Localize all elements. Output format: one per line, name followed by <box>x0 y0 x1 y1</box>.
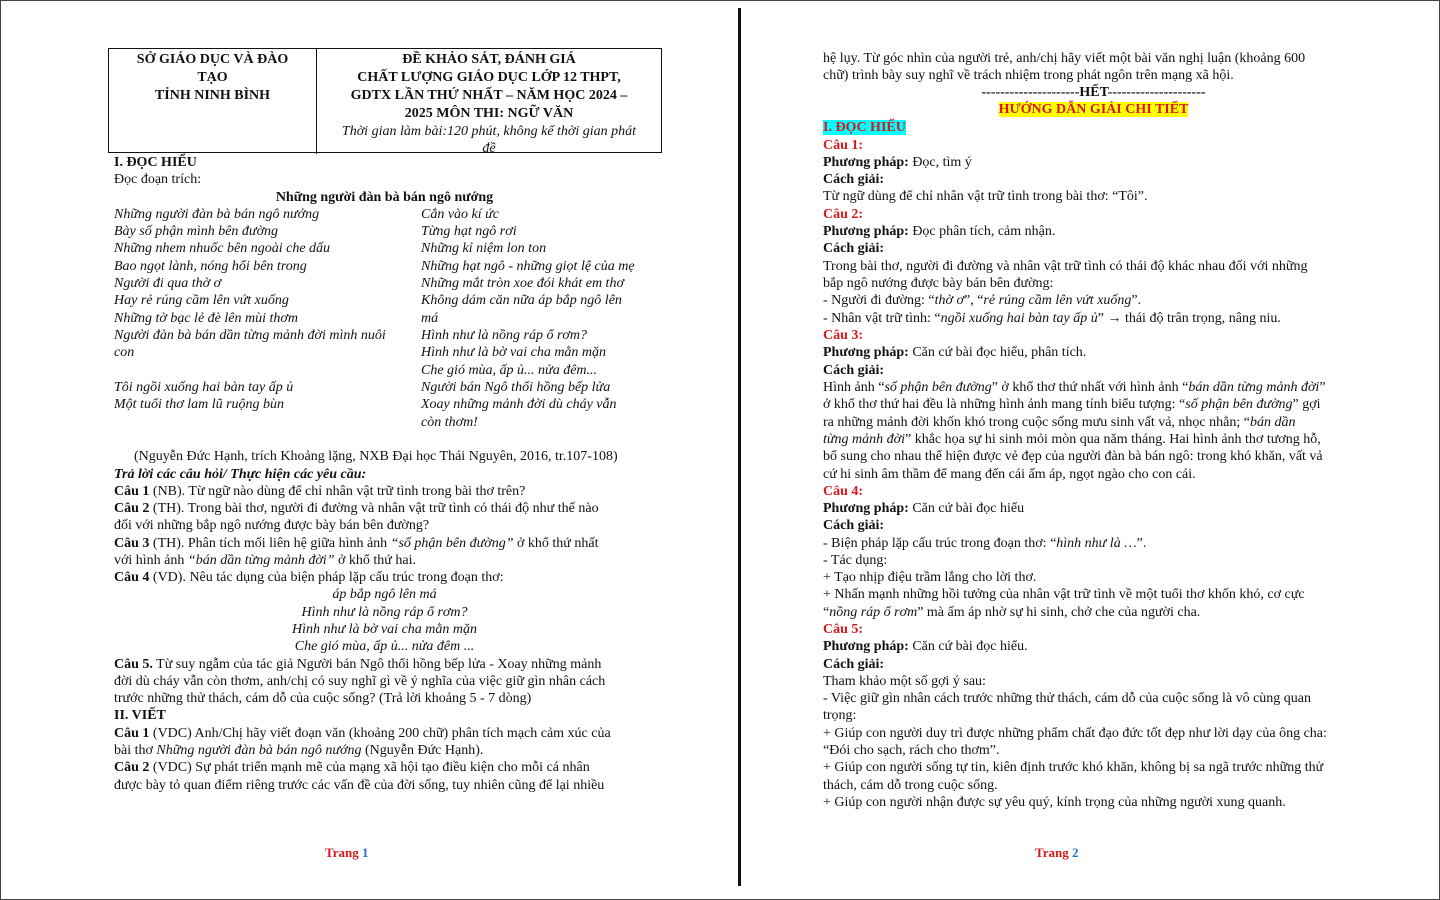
header-org-line: SỞ GIÁO DỤC VÀ ĐÀO <box>136 52 289 67</box>
header-org-line: TẠO <box>197 70 228 85</box>
method-text: Đọc, tìm ý <box>908 155 972 170</box>
answer-label: Câu 5: <box>823 622 864 637</box>
method-text: Căn cứ bài đọc hiểu, phân tích. <box>908 345 1087 360</box>
header-right-cell <box>317 49 661 156</box>
question-4 <box>114 569 504 586</box>
page-footer <box>1035 845 1078 861</box>
exam-title-line: CHẤT LƯỢNG GIÁO DỤC LỚP 12 THPT, <box>357 70 621 85</box>
text-run: ” ở khổ thơ thứ nhất với hình ảnh “ <box>991 380 1189 395</box>
task-heading: Trả lời các câu hỏi/ Thực hiện các yêu cầu: <box>114 467 367 482</box>
footer-number: 1 <box>361 845 369 860</box>
body-text: bắp ngô nướng được bày bán bên đường: <box>823 276 1054 291</box>
body-text: thách, cám dỗ trong cuộc sống. <box>823 778 998 793</box>
method-text: Đọc phân tích, cảm nhận. <box>908 224 1056 239</box>
question-label: Câu 4 <box>114 570 150 585</box>
guide-title: HƯỚNG DẪN GIẢI CHI TIẾT <box>998 102 1189 117</box>
question-3 <box>114 535 599 552</box>
quote-line: Hình như là nồng ráp ổ rơm? <box>301 605 468 620</box>
exam-header-table <box>108 48 662 156</box>
method-label: Phương pháp: <box>823 501 909 516</box>
question-label: Câu 3 <box>114 536 150 551</box>
text-run: ” gợi <box>1292 397 1321 412</box>
method-text: Căn cứ bài đọc hiểu. <box>908 639 1028 654</box>
method-line <box>823 500 1024 517</box>
poem-title: Những người đàn bà bán ngô nướng <box>275 190 494 205</box>
header-left-cell <box>109 49 317 154</box>
question-text: (TH). Trong bài thơ, người đi đường và nhân vật trữ tình có thái độ như thế nào <box>149 501 599 516</box>
method-line <box>823 154 972 171</box>
question-text: đời dù cháy vẫn còn thơm, anh/chị có suy nghĩ gì về ý nghĩa của việc giữ gìn nhân cách <box>114 674 606 689</box>
method-label: Phương pháp: <box>823 224 909 239</box>
quote-line: áp bắp ngô lên má <box>332 587 437 602</box>
question-text: (VD). Nêu tác dụng của biện pháp lặp cấu trúc trong đoạn thơ: <box>149 570 504 585</box>
question-text: (TH). Phân tích mối liên hệ giữa hình ảnh <box>149 536 391 551</box>
method-text: Căn cứ bài đọc hiểu <box>908 501 1025 516</box>
text-run: - Người đi đường: “ <box>823 293 935 308</box>
exam-title-line: 2025 MÔN THI: NGỮ VĂN <box>404 106 574 121</box>
method-line <box>823 223 1055 240</box>
writing-1 <box>114 725 611 742</box>
section-heading: I. ĐỌC HIỂU <box>114 155 197 170</box>
quote-run: bán dần từng mảnh đời <box>1188 380 1320 395</box>
question-5 <box>114 656 601 673</box>
poem-line: Những kỉ niệm lon ton <box>421 241 547 256</box>
answer-label: Câu 2: <box>823 207 864 222</box>
answer-label: Câu 1: <box>823 138 864 153</box>
body-text <box>823 379 1326 396</box>
quote-run: số phận bên đường <box>884 380 992 395</box>
body-text: + Tạo nhịp điệu trầm lắng cho lời thơ. <box>823 570 1037 585</box>
poem-line: còn thơm! <box>421 415 478 430</box>
question-label: Câu 2 <box>114 760 150 775</box>
poem-line: Hay rẻ rúng cầm lên vứt xuống <box>114 293 289 308</box>
quote-run: hình như là … <box>1056 536 1137 551</box>
question-text: (Nguyễn Đức Hạnh). <box>361 743 484 758</box>
solution-label: Cách giải: <box>823 657 885 672</box>
poem-line: má <box>421 311 439 326</box>
body-text: bổ sung cho nhau thể hiện được vẻ đẹp của người đàn bà bán ngô: trong khó khăn, vất vả <box>823 449 1323 464</box>
writing-2 <box>114 759 590 776</box>
question-text: bài thơ <box>114 743 157 758</box>
quote-line: Hình như là bờ vai cha mằn mặn <box>291 622 478 637</box>
poem-line: Những mắt tròn xoe đói khát em thơ <box>421 276 624 291</box>
text-run: - Nhân vật trữ tình: “ <box>823 311 941 326</box>
poem-line: Bày số phận mình bên đường <box>114 224 279 239</box>
text-run: ” khắc họa sự hi sinh mỏi mòn qua năm tháng. Hai hình ảnh thơ tương hỗ, <box>905 432 1321 447</box>
quote-run: rẻ rúng cầm lên vứt xuống <box>983 293 1132 308</box>
body-text: Từ ngữ dùng để chỉ nhân vật trữ tình trong bài thơ: “Tôi”. <box>823 189 1148 204</box>
footer-label: Trang <box>1035 845 1072 860</box>
body-text <box>823 292 1141 309</box>
section-heading-wrap <box>823 119 906 136</box>
question-label: Câu 1 <box>114 484 150 499</box>
intro-text: Đọc đoạn trích: <box>114 172 202 187</box>
question-quote: “bán dần từng mảnh đời” <box>187 553 335 568</box>
quote-run: từng mảnh đời <box>823 432 905 447</box>
body-text: - Việc giữ gìn nhân cách trước những thử thách, cám dỗ của cuộc sống là vô cùng quan <box>823 691 1312 706</box>
quote-run: nồng ráp ổ rơm <box>829 605 918 620</box>
poem-line: Những nhem nhuốc bên ngoài che dấu <box>114 241 331 256</box>
poem-source: (Nguyễn Đức Hạnh, trích Khoảng lặng, NXB Đại học Thái Nguyên, 2016, tr.107-108) <box>134 449 618 464</box>
question-text: trước những thử thách, cám dỗ của cuộc sống? (Trả lời khoảng 5 - 7 dòng) <box>114 691 532 706</box>
guide-title-wrap <box>823 101 1364 118</box>
footer-label: Trang <box>325 845 362 860</box>
text-run: ” <box>1319 380 1326 395</box>
question-quote: “số phận bên đường” <box>390 536 514 551</box>
exam-title-line: ĐỀ KHẢO SÁT, ĐÁNH GIÁ <box>402 52 576 67</box>
method-label: Phương pháp: <box>823 345 909 360</box>
body-text: trọng: <box>823 708 857 723</box>
section-heading: II. VIẾT <box>114 708 166 723</box>
quote-run: ngồi xuống hai bàn tay ấp ủ <box>940 311 1098 326</box>
question-1 <box>114 483 525 500</box>
body-text: Trong bài thơ, người đi đường và nhân vật trữ tình có thái độ khác nhau đối với những <box>823 259 1308 274</box>
quote-run: thờ ơ <box>934 293 964 308</box>
header-org-line: TỈNH NINH BÌNH <box>154 88 271 103</box>
method-line <box>823 638 1028 655</box>
text-run: ở khổ thơ thứ hai đều là những hình ảnh mang tính biểu tượng: “ <box>823 397 1186 412</box>
method-label: Phương pháp: <box>823 155 909 170</box>
question-label: Câu 5. <box>114 657 153 672</box>
question-text: đối với những bắp ngô nướng được bày bán bên đường? <box>114 518 430 533</box>
question-text: (VDC) Anh/Chị hãy viết đoạn văn (khoảng 200 chữ) phân tích mạch cảm xúc của <box>149 726 611 741</box>
text-run: “ <box>823 605 830 620</box>
question-2 <box>114 500 599 517</box>
poem-line: Hình như là bờ vai cha mằn mặn <box>421 345 607 360</box>
text-run: ”. <box>1136 536 1147 551</box>
text-run: ” mà ấm áp nhờ sự hi sinh, chở che của người cha. <box>917 605 1201 620</box>
poem-line: Người đàn bà bán dần từng mảnh đời mình nuôi <box>114 328 386 343</box>
body-text: + Giúp con người nhận được sự yêu quý, kính trọng của những người xung quanh. <box>823 795 1286 810</box>
text-run: ”, “ <box>963 293 984 308</box>
page-2 <box>741 0 1440 900</box>
body-text <box>823 310 1281 327</box>
poem-line: Tôi ngồi xuống hai bàn tay ấp ủ <box>114 380 294 395</box>
question-text: Từ suy ngẫm của tác giả Người bán Ngô thổi hồng bếp lửa - Xoay những mảnh <box>152 657 602 672</box>
text-run: Hình ảnh “ <box>823 380 885 395</box>
solution-label: Cách giải: <box>823 363 885 378</box>
quote-run: bán dần <box>1249 415 1296 430</box>
exam-title-line: GDTX LẦN THỨ NHẤT – NĂM HỌC 2024 – <box>350 88 628 103</box>
text-run: ”. <box>1131 293 1142 308</box>
body-text: “Đói cho sạch, rách cho thơm”. <box>823 743 1000 758</box>
body-text <box>823 431 1321 448</box>
solution-label: Cách giải: <box>823 172 885 187</box>
method-label: Phương pháp: <box>823 639 909 654</box>
body-text <box>823 604 1200 621</box>
question-label: Câu 2 <box>114 501 150 516</box>
answer-label: Câu 3: <box>823 328 864 343</box>
body-text: chữ) trình bày suy nghĩ về trách nhiệm trong phát ngôn trên mạng xã hội. <box>823 68 1234 83</box>
page-footer <box>325 845 368 861</box>
body-text: + Giúp con người duy trì được những phẩm chất đạo đức tốt đẹp như lời dạy của ông cha: <box>823 726 1327 741</box>
poem-line: Bao ngọt lành, nóng hổi bên trong <box>114 259 307 274</box>
quote-line: Che gió mùa, ấp ủ... nửa đêm ... <box>294 639 475 654</box>
exam-time-line: đề <box>482 141 496 156</box>
question-text: được bày tỏ quan điểm riêng trước các vấn đề của đời sống, tuy nhiên cũng để lại nhiều <box>114 778 605 793</box>
body-text: + Nhấn mạnh những hồi tưởng của nhân vật trữ tình về một tuổi thơ khốn khó, cơ cực <box>823 587 1305 602</box>
question-text: (VDC) Sự phát triển mạnh mẽ của mạng xã hội tạo điều kiện cho mỗi cá nhân <box>149 760 590 775</box>
poem-line: Từng hạt ngô rơi <box>421 224 517 239</box>
poem-line: con <box>114 345 135 360</box>
answer-label: Câu 4: <box>823 484 864 499</box>
body-text: Tham khảo một số gợi ý sau: <box>823 674 986 689</box>
solution-label: Cách giải: <box>823 518 885 533</box>
poem-line: Một tuổi thơ lam lũ ruộng bùn <box>114 397 285 412</box>
quote-run: số phận bên đường <box>1185 397 1293 412</box>
body-text <box>823 414 1295 431</box>
poem-line: Người đi qua thờ ơ <box>114 276 222 291</box>
body-text: + Giúp con người sống tự tin, kiên định trước khó khăn, không bị sa ngã trước những thử <box>823 760 1324 775</box>
poem-line: Những tờ bạc lẻ đè lên mùi thơm <box>114 311 298 326</box>
text-run: ra những mảnh đời khốn khó trong cuộc sống mưu sinh vất vả, nhọc nhằn; “ <box>823 415 1250 430</box>
body-text: cứ hi sinh âm thầm để mang đến cái ấm áp, ngọt ngào cho con cái. <box>823 467 1196 482</box>
text-run: - Biện pháp lặp cấu trúc trong đoạn thơ: “ <box>823 536 1057 551</box>
section-heading: I. ĐỌC HIỂU <box>823 120 906 135</box>
poem-line: Người bán Ngô thổi hồng bếp lửa <box>421 380 611 395</box>
question-quote: Những người đàn bà bán ngô nướng <box>156 743 362 758</box>
question-3-cont <box>114 552 416 569</box>
body-text: hệ lụy. Từ góc nhìn của người trẻ, anh/chị hãy viết một bài văn nghị luận (khoảng 600 <box>823 51 1306 66</box>
question-text: (NB). Từ ngữ nào dùng để chỉ nhân vật trữ tình trong bài thơ trên? <box>149 484 526 499</box>
solution-label: Cách giải: <box>823 241 885 256</box>
poem-line: Không dám căn nữa áp bắp ngô lên <box>421 293 622 308</box>
end-marker: ---------------------HẾT--------------------- <box>981 85 1206 100</box>
text-run: ” → thái độ trân trọng, nâng niu. <box>1097 311 1281 326</box>
question-text: ở khổ thứ hai. <box>334 553 416 568</box>
poem-line: Xoay những mảnh đời dù cháy vẫn <box>421 397 617 412</box>
writing-1-cont <box>114 742 483 759</box>
body-text <box>823 535 1146 552</box>
method-line <box>823 344 1086 361</box>
poem-line: Che gió mùa, ấp ủ... nửa đêm... <box>421 363 598 378</box>
question-text: với hình ảnh <box>114 553 188 568</box>
poem-line: Những hạt ngô - những giọt lệ của mẹ <box>421 259 635 274</box>
body-text: - Tác dụng: <box>823 553 888 568</box>
body-text <box>823 396 1321 413</box>
exam-time-line: Thời gian làm bài:120 phút, không kể thời gian phát <box>341 124 637 139</box>
poem-line: Cắn vào kí ức <box>421 207 500 222</box>
footer-number: 2 <box>1071 845 1079 860</box>
poem-line: Những người đàn bà bán ngô nướng <box>114 207 320 222</box>
question-text: ở khổ thứ nhất <box>513 536 599 551</box>
question-label: Câu 1 <box>114 726 150 741</box>
poem-line: Hình như là nồng ráp ổ rơm? <box>421 328 588 343</box>
